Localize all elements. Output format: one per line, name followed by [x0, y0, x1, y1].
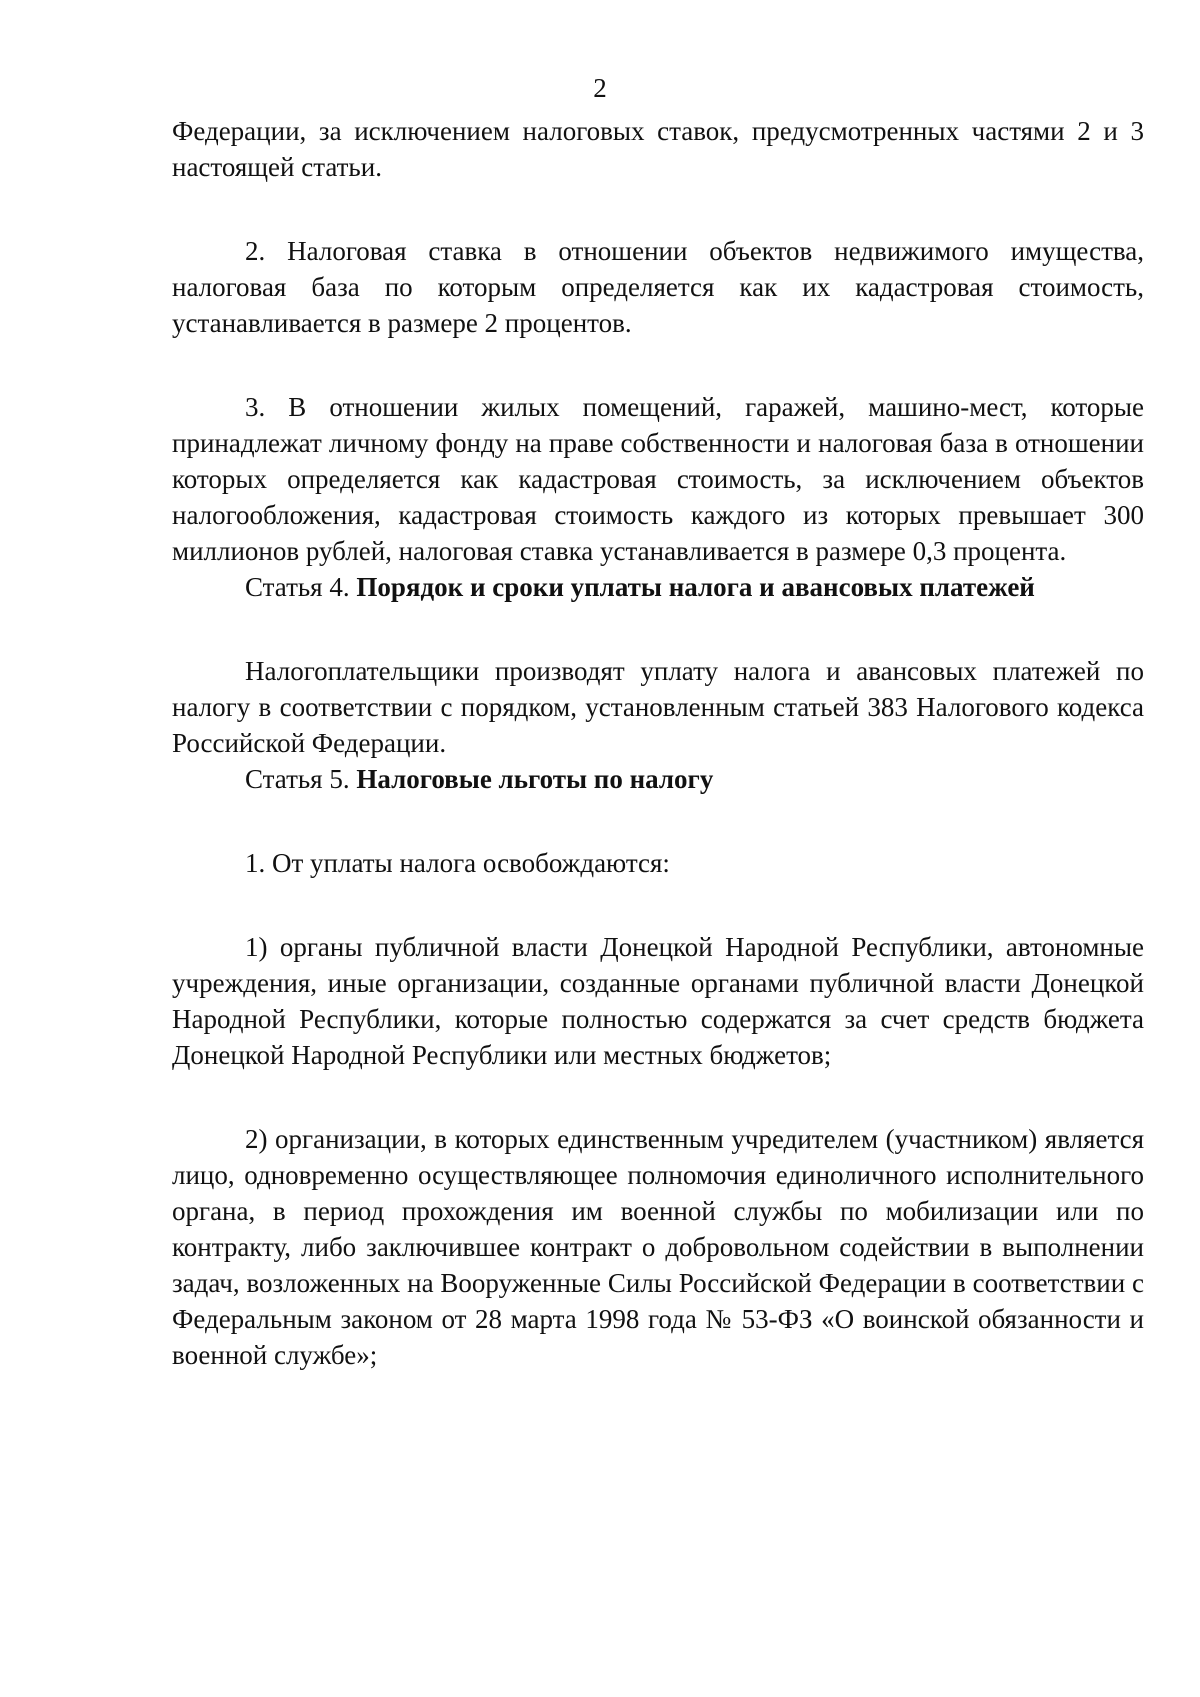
paragraph-tax-rate-3: 3. В отношении жилых помещений, гаражей, машино-мест, которые принадлежат личному фонду на праве собственности и налоговая база в отношении которых определяется как кадастровая стоимость, за исключением объектов налогообложения, кадастровая стоимость каждого из которых превышает 300 миллионов рублей, налоговая ставка устанавливается в размере 0,3 процента. [172, 392, 1144, 566]
paragraph-exemption-2: 2) организации, в которых единственным учредителем (участником) является лицо, одновременно осуществляющее полномочия единоличного исполнительного органа, в период прохождения им военной службы по мобилизации или по контракту, либо заключившее контракт о добровольном содействии в выполнении задач, возложенных на Вооруженные Силы Российской Федерации в соответствии с Федеральным законом от 28 марта 1998 года № 53-ФЗ «О воинской обязанности и военной службе»; [172, 1124, 1144, 1370]
paragraph-payment-procedure: Налогоплательщики производят уплату налога и авансовых платежей по налогу в соответствии с порядком, установленным статьей 383 Налогового кодекса Российской Федерации. [172, 656, 1144, 758]
article-4-heading [172, 569, 1144, 605]
paragraph-continuation: Федерации, за исключением налоговых ставок, предусмотренных частями 2 и 3 настоящей статьи. [172, 116, 1144, 182]
article-4-title: Порядок и сроки уплаты налога и авансовых платежей [356, 572, 1035, 602]
article-4-label: Статья 4. [245, 572, 350, 602]
paragraph-exemption-1: 1) органы публичной власти Донецкой Народной Республики, автономные учреждения, иные организации, созданные органами публичной власти Донецкой Народной Республики, которые полностью содержатся за счет средств бюджета Донецкой Народной Республики или местных бюджетов; [172, 932, 1144, 1070]
paragraph-tax-rate-2: 2. Налоговая ставка в отношении объектов недвижимого имущества, налоговая база по которым определяется как их кадастровая стоимость, устанавливается в размере 2 процентов. [172, 236, 1144, 338]
paragraph-exemptions-intro: 1. От уплаты налога освобождаются: [245, 848, 670, 878]
article-5-label: Статья 5. [245, 764, 350, 794]
document-body [172, 113, 1144, 1373]
article-5-title: Налоговые льготы по налогу [356, 764, 714, 794]
article-5-heading [172, 761, 1144, 797]
page-number: 2 [593, 73, 607, 103]
